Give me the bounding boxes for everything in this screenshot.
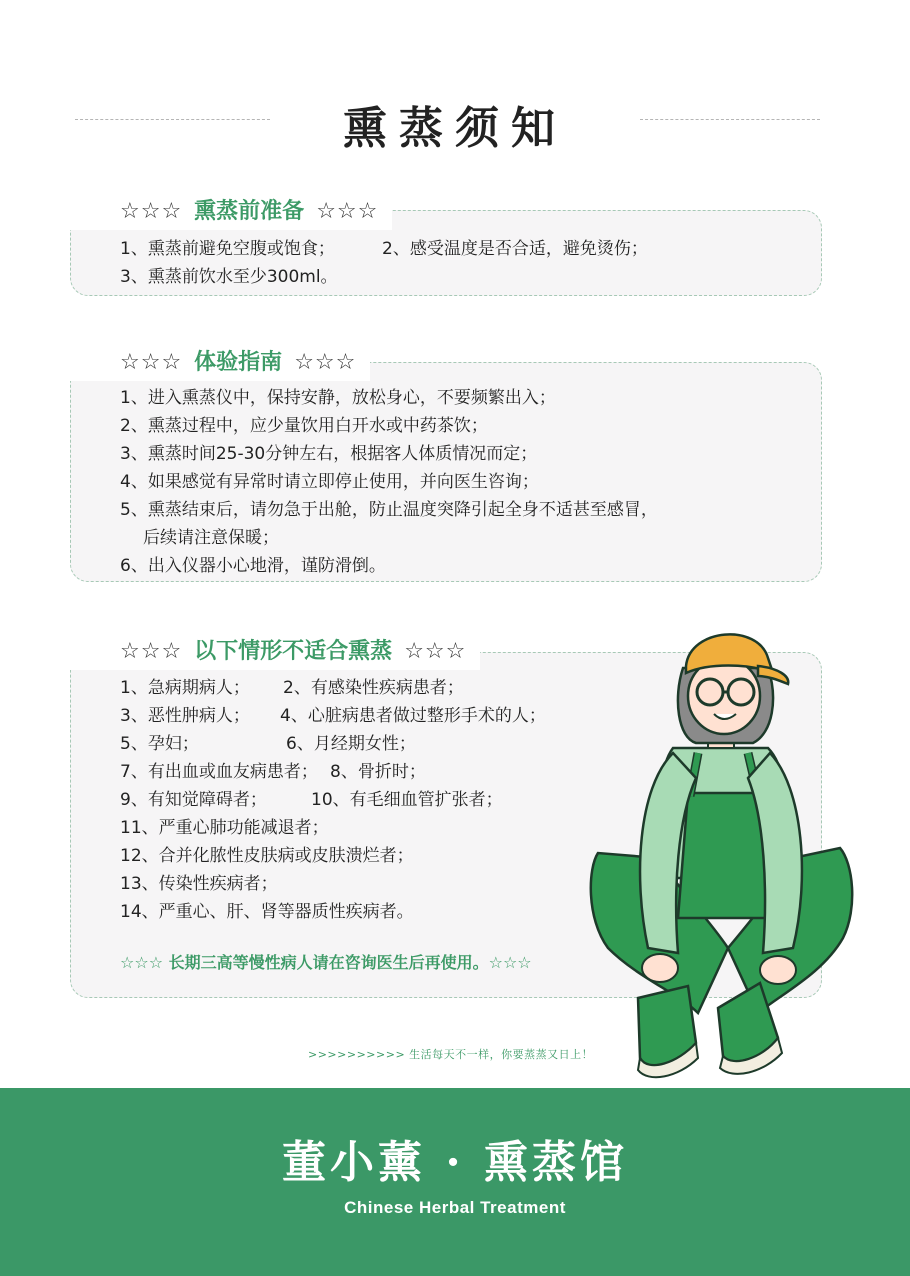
list-item: 14、严重心、肝、肾等器质性疾病者。 [120, 902, 414, 922]
list-item: 7、有出血或血友病患者； [120, 762, 318, 782]
slogan: >>>>>>>>>> 生活每天不一样，你要蒸蒸又日上！ [308, 1048, 594, 1061]
list-item: 5、熏蒸结束后，请勿急于出舱，防止温度突降引起全身不适甚至感冒， [120, 500, 658, 520]
list-item: 10、有毛细血管扩张者； [311, 790, 503, 810]
list-item: 2、熏蒸过程中，应少量饮用白开水或中药茶饮； [120, 416, 488, 436]
unsuitable-heading-text: 以下情形不适合熏蒸 [194, 639, 393, 664]
list-item: 4、如果感觉有异常时请立即停止使用，并向医生咨询； [120, 472, 539, 492]
title-divider-right [640, 119, 820, 120]
footer [0, 1088, 910, 1276]
list-item: 3、恶性肿病人； [120, 706, 250, 726]
star-icons: ☆☆☆ [120, 199, 183, 224]
list-item: 9、有知觉障碍者； [120, 790, 267, 810]
unsuitable-heading [70, 634, 480, 670]
list-item: 1、急病期病人； [120, 678, 250, 698]
list-item: 11、严重心肺功能减退者； [120, 818, 329, 838]
list-item: 2、有感染性疾病患者； [283, 678, 464, 698]
list-item: 后续请注意保暖； [143, 528, 279, 548]
list-item: 4、心脏病患者做过整形手术的人； [280, 706, 546, 726]
guide-heading [70, 345, 370, 381]
brand-subtitle: Chinese Herbal Treatment [344, 1198, 566, 1217]
list-item: 8、骨折时； [330, 762, 426, 782]
list-item: 1、熏蒸前避免空腹或饱食； [120, 239, 335, 259]
list-item: 2、感受温度是否合适，避免烫伤； [382, 239, 648, 259]
list-item: 13、传染性疾病者； [120, 874, 278, 894]
list-item: 6、出入仪器小心地滑，谨防滑倒。 [120, 556, 386, 576]
list-item: 1、进入熏蒸仪中，保持安静，放松身心，不要频繁出入； [120, 388, 556, 408]
star-icons: ☆☆☆ [120, 639, 183, 664]
title-row [0, 92, 910, 152]
page-title: 熏蒸须知 [343, 103, 567, 154]
star-icons: ☆☆☆ [120, 350, 183, 375]
star-icons: ☆☆☆ [404, 639, 467, 664]
guide-heading-text: 体验指南 [194, 350, 283, 375]
list-item: 3、熏蒸时间25-30分钟左右，根据客人体质情况而定； [120, 444, 538, 464]
star-icons: ☆☆☆ [316, 199, 379, 224]
brand-logo: 董小薰 · 熏蒸馆 [282, 1137, 628, 1188]
star-icons: ☆☆☆ [294, 350, 357, 375]
list-item: 6、月经期女性； [286, 734, 416, 754]
list-item: 12、合并化脓性皮肤病或皮肤溃烂者； [120, 846, 414, 866]
list-item: 3、熏蒸前饮水至少300ml。 [120, 267, 338, 287]
girl-illustration [578, 618, 860, 1080]
list-item: 5、孕妇； [120, 734, 199, 754]
chronic-illness-note: ☆☆☆ 长期三高等慢性病人请在咨询医生后再使用。☆☆☆ [120, 953, 532, 972]
prep-heading [70, 194, 392, 230]
prep-heading-text: 熏蒸前准备 [194, 199, 305, 224]
